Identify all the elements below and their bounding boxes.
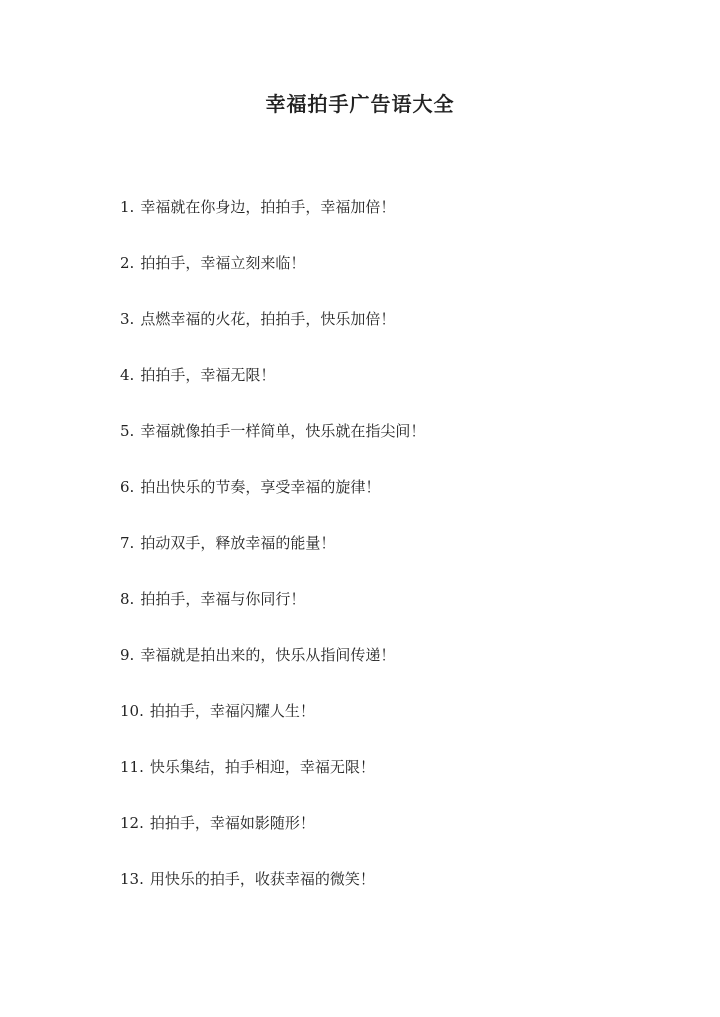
list-item <box>120 476 425 532</box>
list-item <box>120 196 425 252</box>
list-item <box>120 420 425 476</box>
item-text: 幸福就在你身边，拍拍手，幸福加倍！ <box>140 198 396 216</box>
item-text: 拍出快乐的节奏，享受幸福的旋律！ <box>140 478 381 496</box>
item-number: 3. <box>120 310 135 328</box>
list-item <box>120 364 425 420</box>
slogan-list <box>120 196 425 924</box>
list-item <box>120 868 425 924</box>
list-item <box>120 588 425 644</box>
item-number: 5. <box>120 422 135 440</box>
list-item <box>120 644 425 700</box>
item-number: 6. <box>120 478 135 496</box>
item-text: 点燃幸福的火花，拍拍手，快乐加倍！ <box>140 310 396 328</box>
item-text: 拍拍手，幸福闪耀人生！ <box>149 702 315 720</box>
item-text: 幸福就是拍出来的，快乐从指间传递！ <box>140 646 396 664</box>
item-number: 7. <box>120 534 135 552</box>
item-text: 快乐集结，拍手相迎，幸福无限！ <box>149 758 375 776</box>
page-title: 幸福拍手广告语大全 <box>265 92 455 116</box>
item-text: 拍拍手，幸福无限！ <box>140 366 276 384</box>
item-text: 拍拍手，幸福立刻来临！ <box>140 254 306 272</box>
item-text: 幸福就像拍手一样简单，快乐就在指尖间！ <box>140 422 426 440</box>
item-number: 1. <box>120 198 135 216</box>
list-item <box>120 252 425 308</box>
item-number: 8. <box>120 590 135 608</box>
item-number: 2. <box>120 254 135 272</box>
item-text: 拍拍手，幸福与你同行！ <box>140 590 306 608</box>
item-text: 用快乐的拍手，收获幸福的微笑！ <box>149 870 375 888</box>
list-item <box>120 700 425 756</box>
list-item <box>120 532 425 588</box>
item-number: 11. <box>120 758 144 776</box>
list-item <box>120 308 425 364</box>
item-number: 13. <box>120 870 144 888</box>
item-number: 9. <box>120 646 135 664</box>
list-item <box>120 812 425 868</box>
item-text: 拍动双手，释放幸福的能量！ <box>140 534 336 552</box>
item-number: 12. <box>120 814 144 832</box>
item-text: 拍拍手，幸福如影随形！ <box>149 814 315 832</box>
item-number: 10. <box>120 702 144 720</box>
item-number: 4. <box>120 366 135 384</box>
list-item <box>120 756 425 812</box>
